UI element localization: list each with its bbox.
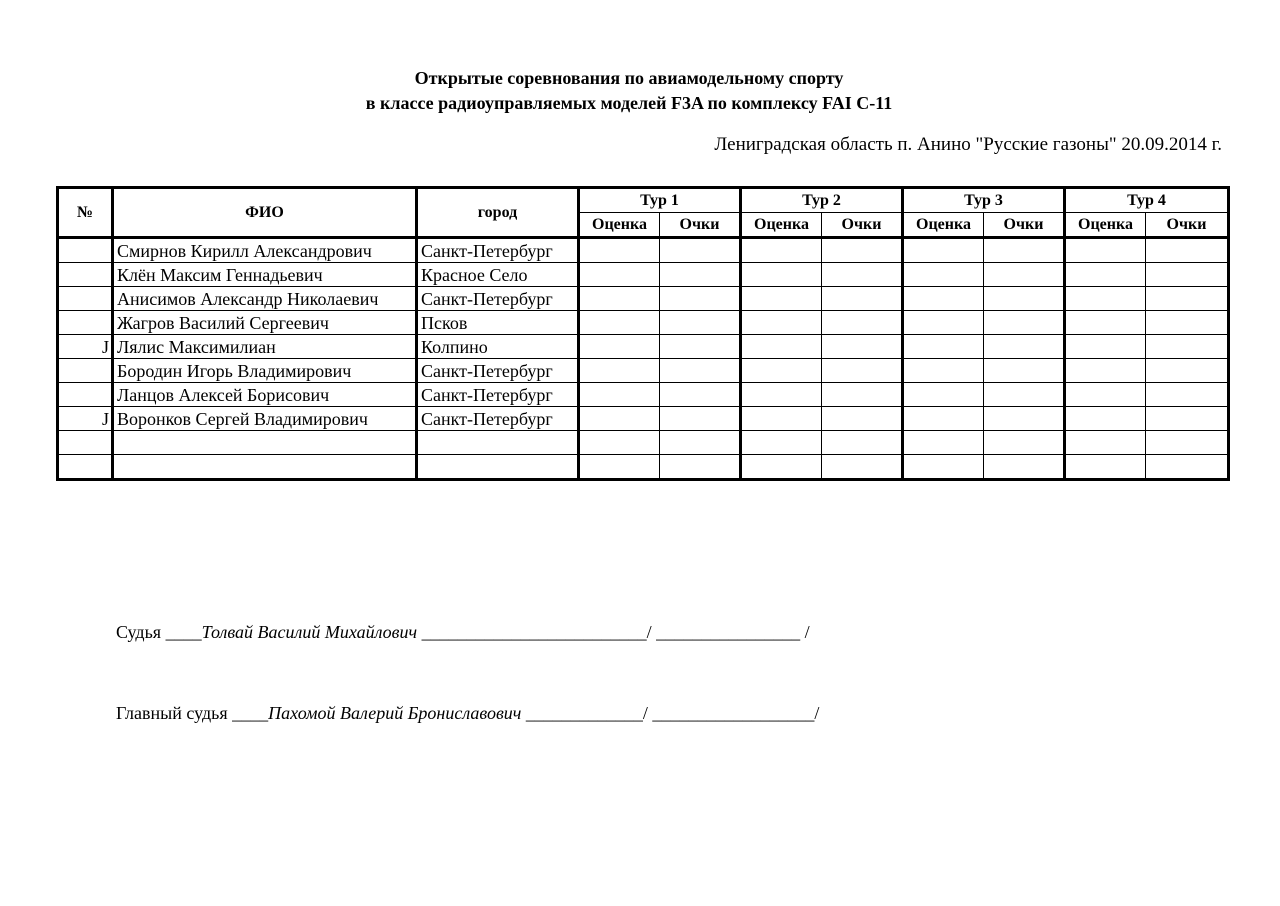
- points-cell: [984, 455, 1065, 480]
- participant-name: Воронков Сергей Владимирович: [113, 407, 417, 431]
- participant-city: Санкт-Петербург: [417, 383, 579, 407]
- score-cell: [1065, 407, 1146, 431]
- score-cell: [903, 431, 984, 455]
- points-cell: [984, 238, 1065, 263]
- points-cell: [984, 311, 1065, 335]
- points-cell: [822, 431, 903, 455]
- points-cell: [1146, 359, 1229, 383]
- score-cell: [903, 383, 984, 407]
- score-cell: [741, 287, 822, 311]
- score-cell: [903, 263, 984, 287]
- header-city: город: [417, 188, 579, 238]
- points-cell: [822, 287, 903, 311]
- participant-name: Клён Максим Геннадьевич: [113, 263, 417, 287]
- score-cell: [903, 407, 984, 431]
- header-tour-3: Тур 3: [903, 188, 1065, 213]
- points-cell: [822, 335, 903, 359]
- row-mark: [58, 455, 113, 480]
- points-cell: [1146, 311, 1229, 335]
- score-cell: [1065, 455, 1146, 480]
- score-cell: [1065, 311, 1146, 335]
- points-cell: [822, 383, 903, 407]
- row-mark: [58, 238, 113, 263]
- participant-name: [113, 431, 417, 455]
- row-mark: [58, 359, 113, 383]
- points-cell: [822, 263, 903, 287]
- score-cell: [579, 431, 660, 455]
- points-cell: [984, 359, 1065, 383]
- participant-name: Бородин Игорь Владимирович: [113, 359, 417, 383]
- table-row: [58, 455, 1229, 480]
- participant-city: [417, 455, 579, 480]
- score-cell: [1065, 431, 1146, 455]
- chief-judge-label: Главный судья ____: [116, 703, 269, 723]
- document-title-line-2: в классе радиоуправляемых моделей F3A по комплексу FAI C-11: [365, 93, 893, 113]
- table-row: [58, 287, 1229, 311]
- points-cell: [822, 455, 903, 480]
- table-row: [58, 383, 1229, 407]
- score-cell: [579, 407, 660, 431]
- points-cell: [660, 335, 741, 359]
- participant-city: Санкт-Петербург: [417, 238, 579, 263]
- points-cell: [984, 263, 1065, 287]
- score-cell: [903, 335, 984, 359]
- points-cell: [660, 359, 741, 383]
- points-cell: [660, 263, 741, 287]
- header-points: Очки: [660, 213, 741, 238]
- document-title-line-1: Открытые соревнования по авиамодельному спорту: [414, 68, 844, 88]
- score-cell: [741, 238, 822, 263]
- points-cell: [660, 431, 741, 455]
- judge-signature-blank: _________________________/ ________________ /: [417, 622, 810, 642]
- table-row: [58, 431, 1229, 455]
- score-cell: [741, 335, 822, 359]
- points-cell: [822, 311, 903, 335]
- row-mark: [58, 383, 113, 407]
- score-cell: [741, 263, 822, 287]
- row-mark: [58, 263, 113, 287]
- header-score: Оценка: [741, 213, 822, 238]
- chief-judge-name: Пахомой Валерий Брониславович: [268, 703, 522, 723]
- score-cell: [579, 238, 660, 263]
- points-cell: [1146, 335, 1229, 359]
- header-points: Очки: [1146, 213, 1229, 238]
- participant-city: Санкт-Петербург: [417, 359, 579, 383]
- score-cell: [903, 238, 984, 263]
- score-cell: [903, 287, 984, 311]
- score-cell: [1065, 238, 1146, 263]
- participant-city: Колпино: [417, 335, 579, 359]
- score-cell: [579, 263, 660, 287]
- score-cell: [1065, 359, 1146, 383]
- points-cell: [1146, 238, 1229, 263]
- judge-signature-line: [116, 621, 810, 643]
- header-score: Оценка: [1065, 213, 1146, 238]
- points-cell: [822, 238, 903, 263]
- points-cell: [660, 238, 741, 263]
- header-tour-2: Тур 2: [741, 188, 903, 213]
- points-cell: [984, 383, 1065, 407]
- participant-name: [113, 455, 417, 480]
- chief-judge-signature-blank: _____________/ __________________/: [521, 703, 820, 723]
- header-name: ФИО: [113, 188, 417, 238]
- points-cell: [822, 359, 903, 383]
- points-cell: [1146, 455, 1229, 480]
- row-mark: [58, 311, 113, 335]
- points-cell: [984, 431, 1065, 455]
- score-cell: [1065, 335, 1146, 359]
- header-score: Оценка: [903, 213, 984, 238]
- table-row: [58, 263, 1229, 287]
- chief-judge-signature-line: [116, 702, 819, 724]
- score-cell: [579, 359, 660, 383]
- score-cell: [741, 311, 822, 335]
- score-cell: [579, 287, 660, 311]
- points-cell: [822, 407, 903, 431]
- points-cell: [984, 335, 1065, 359]
- table-row: [58, 359, 1229, 383]
- table-header-row-1: [58, 188, 1229, 213]
- participant-name: Смирнов Кирилл Александрович: [113, 238, 417, 263]
- score-cell: [579, 383, 660, 407]
- table-row: [58, 238, 1229, 263]
- score-cell: [741, 455, 822, 480]
- points-cell: [1146, 407, 1229, 431]
- score-cell: [579, 455, 660, 480]
- points-cell: [1146, 287, 1229, 311]
- results-table: [56, 186, 1230, 481]
- points-cell: [660, 455, 741, 480]
- points-cell: [660, 407, 741, 431]
- score-cell: [903, 311, 984, 335]
- header-points: Очки: [822, 213, 903, 238]
- table-row: [58, 311, 1229, 335]
- score-cell: [741, 431, 822, 455]
- header-number: №: [58, 188, 113, 238]
- score-cell: [579, 335, 660, 359]
- header-points: Очки: [984, 213, 1065, 238]
- points-cell: [984, 287, 1065, 311]
- points-cell: [660, 311, 741, 335]
- participant-name: Лялис Максимилиан: [113, 335, 417, 359]
- participant-city: Красное Село: [417, 263, 579, 287]
- judge-label: Судья ____: [116, 622, 202, 642]
- score-cell: [903, 359, 984, 383]
- row-mark: [58, 287, 113, 311]
- participant-city: Санкт-Петербург: [417, 287, 579, 311]
- points-cell: [1146, 431, 1229, 455]
- participant-name: Ланцов Алексей Борисович: [113, 383, 417, 407]
- score-cell: [741, 407, 822, 431]
- location-date-line: Лениградская область п. Анино "Русские газоны" 20.09.2014 г.: [714, 134, 1222, 155]
- score-cell: [903, 455, 984, 480]
- results-table-body: [58, 238, 1229, 480]
- points-cell: [1146, 383, 1229, 407]
- row-mark: J: [58, 407, 113, 431]
- table-row: [58, 335, 1229, 359]
- points-cell: [984, 407, 1065, 431]
- score-cell: [1065, 263, 1146, 287]
- points-cell: [660, 383, 741, 407]
- score-cell: [741, 359, 822, 383]
- participant-city: Псков: [417, 311, 579, 335]
- score-cell: [1065, 287, 1146, 311]
- participant-city: [417, 431, 579, 455]
- score-cell: [741, 383, 822, 407]
- points-cell: [1146, 263, 1229, 287]
- judge-name: Толвай Василий Михайлович: [201, 622, 418, 642]
- row-mark: J: [58, 335, 113, 359]
- score-cell: [579, 311, 660, 335]
- participant-name: Анисимов Александр Николаевич: [113, 287, 417, 311]
- participant-city: Санкт-Петербург: [417, 407, 579, 431]
- header-tour-4: Тур 4: [1065, 188, 1229, 213]
- participant-name: Жагров Василий Сергеевич: [113, 311, 417, 335]
- row-mark: [58, 431, 113, 455]
- points-cell: [660, 287, 741, 311]
- header-score: Оценка: [579, 213, 660, 238]
- table-row: [58, 407, 1229, 431]
- header-tour-1: Тур 1: [579, 188, 741, 213]
- score-cell: [1065, 383, 1146, 407]
